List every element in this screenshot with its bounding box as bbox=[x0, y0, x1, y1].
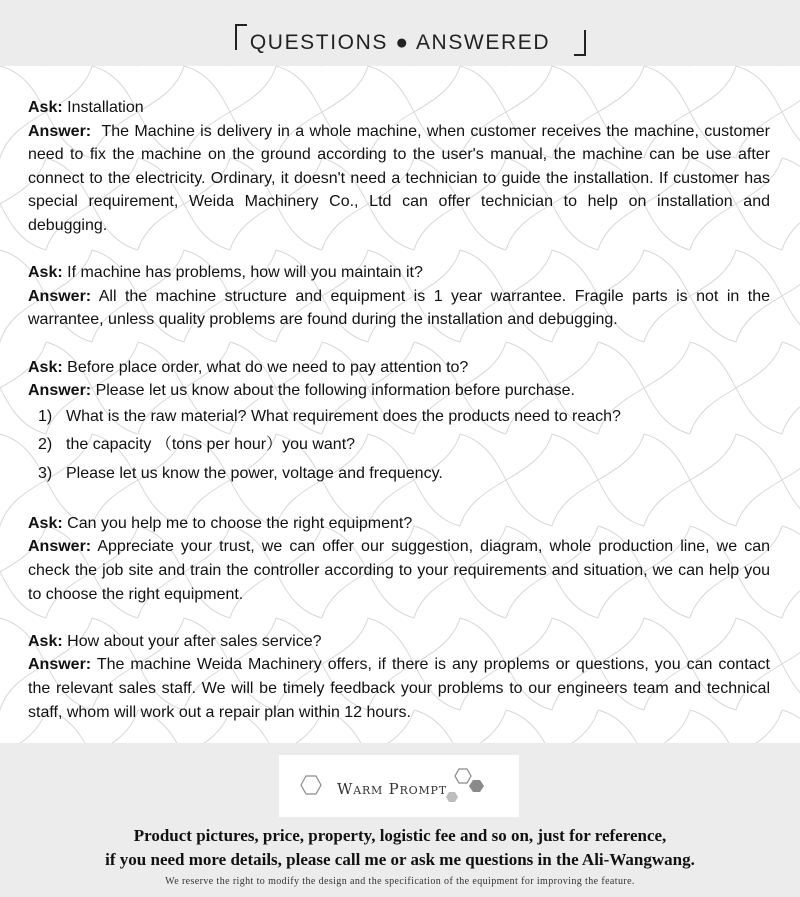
qa-item-after-sales bbox=[28, 630, 770, 724]
pattern-curve bbox=[782, 526, 800, 618]
page-title: QUESTIONS ● ANSWERED bbox=[249, 31, 551, 54]
question-text: Installation bbox=[67, 99, 144, 116]
answer-label: Answer: bbox=[28, 382, 92, 400]
qa-item-before-order bbox=[28, 356, 770, 489]
ask-label: Ask: bbox=[28, 264, 63, 282]
list-text: Please let us know the power, voltage and frequency. bbox=[66, 464, 443, 482]
faq-list bbox=[28, 96, 770, 743]
pattern-curve bbox=[782, 710, 800, 743]
question-text: How about your after sales service? bbox=[67, 632, 322, 650]
list-number: 3) bbox=[38, 464, 53, 482]
pattern-curve bbox=[782, 158, 800, 250]
answer-label: Answer: bbox=[28, 287, 92, 305]
qa-item-installation bbox=[28, 96, 770, 238]
ask-label: Ask: bbox=[28, 514, 63, 532]
qa-item-choose-equipment bbox=[28, 512, 770, 606]
page-header bbox=[0, 0, 800, 66]
answer-label: Answer: bbox=[28, 122, 92, 140]
pattern-curve bbox=[782, 158, 800, 250]
qa-item-maintenance bbox=[28, 261, 770, 332]
answer-label: Answer: bbox=[28, 656, 92, 674]
list-number: 2) bbox=[38, 436, 53, 454]
answer-label: Answer: bbox=[28, 538, 92, 556]
ask-label: Ask: bbox=[28, 99, 63, 116]
pattern-curve bbox=[782, 526, 800, 618]
answer-line bbox=[28, 285, 770, 332]
question-line bbox=[28, 630, 770, 654]
warm-prompt-banner bbox=[279, 755, 519, 817]
answer-text: All the machine structure and equipment is 1 year warrantee. Fragile parts is not in the warrantee, unless quality problems are found during the installation and debugging. bbox=[28, 287, 771, 329]
question-line bbox=[28, 261, 770, 285]
requirements-list bbox=[28, 403, 770, 489]
question-text: If machine has problems, how will you maintain it? bbox=[67, 264, 423, 282]
list-item bbox=[28, 460, 770, 489]
answer-line bbox=[28, 120, 770, 238]
answer-text: Appreciate your trust, we can offer our suggestion, diagram, whole production line, we can check the job site and train the controller according to your requirements and situation, we can help you to choose the right equipment. bbox=[28, 538, 771, 603]
warm-prompt-title: Warm Prompt bbox=[337, 780, 447, 798]
right-corner-bracket bbox=[574, 30, 586, 56]
answer-line bbox=[28, 535, 770, 606]
rights-notice: We reserve the right to modify the design and the specification of the equipment for improving the feature. bbox=[165, 876, 635, 887]
question-line bbox=[28, 96, 770, 120]
list-number: 1) bbox=[38, 407, 53, 425]
answer-line bbox=[28, 653, 770, 724]
answer-text: The Machine is delivery in a whole machine, when customer receives the machine, customer need to fix the machine on the ground according to the user's manual, the machine can be use after connect to the electricity. Ordinary, it doesn't need a technician to guide the installation. If customer has special requirement, Weida Machinery Co., Ltd can offer technician to help on installation and debugging. bbox=[28, 122, 771, 234]
question-line bbox=[28, 512, 770, 536]
list-text: the capacity （tons per hour）you want? bbox=[66, 436, 356, 454]
list-text: What is the raw material? What requirement does the products need to reach? bbox=[66, 407, 621, 425]
question-text: Can you help me to choose the right equipment? bbox=[67, 514, 413, 532]
pattern-curve bbox=[782, 342, 800, 434]
question-text: Before place order, what do we need to pay attention to? bbox=[67, 358, 469, 376]
answer-line bbox=[28, 379, 770, 403]
pattern-curve bbox=[782, 342, 800, 434]
answer-text: Please let us know about the following information before purchase. bbox=[95, 382, 575, 400]
ask-label: Ask: bbox=[28, 632, 63, 650]
disclaimer-line-2: if you need more details, please call me or ask me questions in the Ali-Wangwang. bbox=[105, 850, 695, 869]
faq-content bbox=[0, 66, 800, 743]
list-item bbox=[28, 431, 770, 460]
answer-text: The machine Weida Machinery offers, if there is any proplems or questions, you can contact the relevant sales staff. We will be timely feedback your problems to our engineers team and technical staff, whom will work out a repair plan within 12 hours. bbox=[28, 656, 770, 721]
page-footer bbox=[0, 743, 800, 897]
question-line bbox=[28, 356, 770, 380]
pattern-curve bbox=[782, 710, 800, 743]
list-item bbox=[28, 403, 770, 432]
disclaimer-line-1: Product pictures, price, property, logistic fee and so on, just for reference, bbox=[133, 826, 667, 845]
ask-label: Ask: bbox=[28, 358, 63, 376]
